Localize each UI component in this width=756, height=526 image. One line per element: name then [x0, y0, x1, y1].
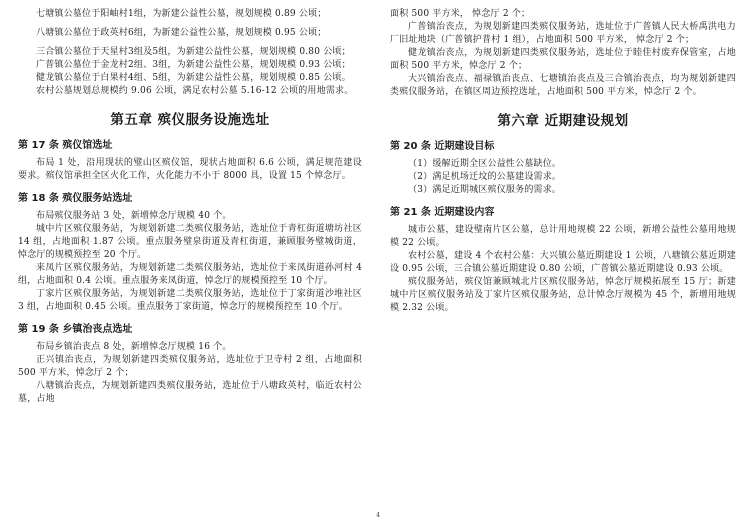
- paragraph: 七塘镇公墓位于阳岫村1组，为新建公益性公墓，规划规模 0.89 公顷；: [36, 9, 327, 19]
- paragraph: 来凤片区殡仪服务站，为规划新建二类殡仪服务站，选址位于来凤街道孙河村 4 组，占地面积 0.4 公顷。重点服务来凤街道，悼念厅的规模预控至 10 个厅。: [18, 263, 362, 286]
- paragraph: 面积 500 平方米， 悼念厅 2 个；: [390, 9, 531, 19]
- left-column: [18, 8, 362, 406]
- paragraph: 八塘镇治丧点，为规划新建四类殡仪服务站，选址位于八塘政英村，临近农村公墓，占地: [18, 381, 362, 404]
- paragraph: 广普镇公墓位于金龙村2组、3组，为新建公益性公墓，规划规模 0.93 公顷；: [36, 60, 351, 70]
- article-heading: 第 20 条 近期建设目标: [390, 141, 495, 152]
- page-number: 4: [376, 512, 380, 519]
- paragraph: 布局乡镇治丧点 8 处，新增悼念厅规模 16 个。: [36, 342, 232, 352]
- paragraph: 布局 1 处，沿用现状的璧山区殡仪馆，现状占地面积 6.6 公顷，满足规范建设要求。殡仪馆承担全区火化工作，火化能力不小于 8000 具，设置 15 个悼念厅。: [18, 158, 362, 181]
- paragraph: 殡仪服务站，殡仪馆兼顾城北片区殡仪服务站，悼念厅规模拓展至 15 厅；新建城中片区殡仪服务站及丁家片区殡仪服务站，总计悼念厅规模为 45 个，新增用地规模 2.32 公顷。: [390, 277, 736, 313]
- paragraph: 大兴镇治丧点、福禄镇治丧点、七塘镇治丧点及三合镇治丧点，均为规划新建四类殡仪服务站，在镇区周边预控选址，占地面积 500 平方米，悼念厅 2 个。: [390, 74, 736, 97]
- paragraph: 广普镇治丧点，为规划新建四类殡仪服务站，选址位于广普镇人民大桥禹洪电力厂旧址地块（广普镇护普村 1 组），占地面积 500 平方米， 悼念厅 2 个；: [390, 22, 736, 45]
- article-heading: 第 19 条 乡镇治丧点选址: [18, 324, 133, 335]
- paragraph: 布局殡仪服务站 3 处，新增悼念厅规模 40 个。: [36, 211, 232, 221]
- paragraph: 城市公墓，建设璧南片区公墓，总计用地规模 22 公顷，新增公益性公墓用地规模 22 公顷。: [390, 225, 736, 248]
- paragraph: 城中片区殡仪服务站，为规划新建二类殡仪服务站，选址位于青杠街道塘坊社区 14 组，占地面积 1.87 公顷。重点服务璧泉街道及青杠街道，兼顾服务璧城街道，悼念厅的规模预控至 20 个厅。: [18, 224, 362, 260]
- chapter-heading: 第五章 殡仪服务设施选址: [110, 112, 270, 128]
- article-heading: 第 21 条 近期建设内容: [390, 207, 495, 218]
- chapter-heading: 第六章 近期建设规划: [497, 113, 629, 129]
- paragraph: （3）满足近期城区殡仪服务的需求。: [408, 185, 562, 195]
- article-heading: 第 18 条 殡仪服务站选址: [18, 193, 133, 204]
- paragraph: （2）满足机场迁坟的公墓建设需求。: [408, 172, 562, 182]
- paragraph: 八塘镇公墓位于政英村6组，为新建公益性公墓，规划规模 0.95 公顷；: [36, 28, 327, 38]
- paragraph: 健龙镇公墓位于白果村4组、5组，为新建公益性公墓，规划规模 0.85 公顷。: [36, 73, 351, 83]
- paragraph: 正兴镇治丧点，为规划新建四类殡仪服务站，选址位于卫寺村 2 组，占地面积 500 平方米，悼念厅 2 个；: [18, 355, 362, 378]
- paragraph: （1）缓解近期全区公益性公墓缺位。: [408, 159, 562, 169]
- paragraph: 健龙镇治丧点，为规划新建四类殡仪服务站，选址位于睦佳村废弃保管室，占地面积 500 平方米，悼念厅 2 个；: [390, 48, 736, 71]
- right-column: [390, 8, 736, 315]
- paragraph: 农村公墓，建设 4 个农村公墓：大兴镇公墓近期建设 1 公顷，八塘镇公墓近期建设 0.95 公顷，三合镇公墓近期建设 0.80 公顷，广普镇公墓近期建设 0.93 公顷。: [390, 251, 736, 274]
- paragraph: 农村公墓规划总规模约 9.06 公顷，满足农村公墓 5.16-12 公顷的用地需求。: [36, 86, 354, 96]
- paragraph: 丁家片区殡仪服务站，为规划新建二类殡仪服务站，选址位于丁家街道沙堆社区 3 组，占地面积 0.45 公顷。重点服务丁家街道，悼念厅的规模预控至 10 个厅。: [18, 289, 362, 312]
- paragraph: 三合镇公墓位于天星村3组及5组，为新建公益性公墓，规划规模 0.80 公顷；: [36, 47, 351, 57]
- article-heading: 第 17 条 殡仪馆选址: [18, 140, 113, 151]
